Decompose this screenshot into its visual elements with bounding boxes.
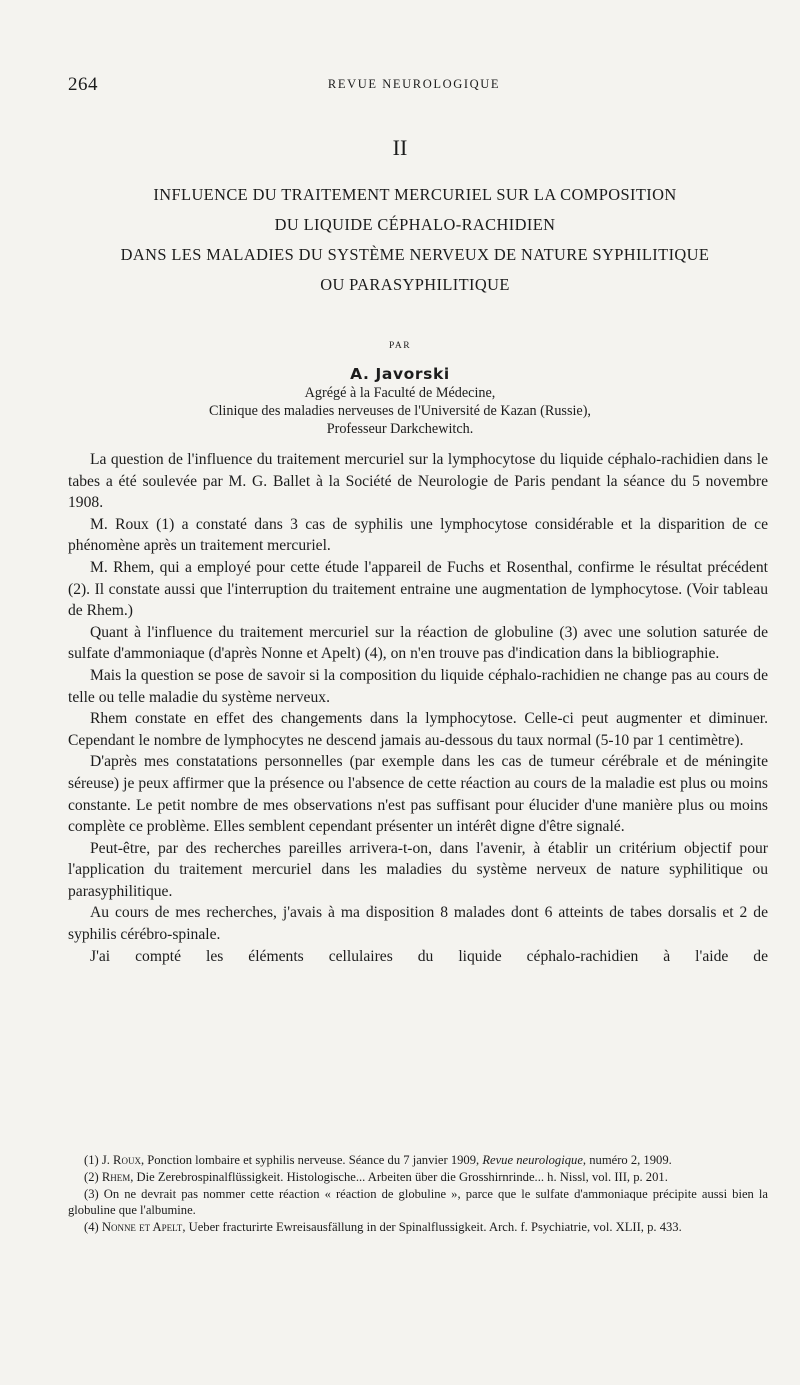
affiliation-line: Professeur Darkchewitch. xyxy=(326,421,474,437)
page-number: 264 xyxy=(68,74,98,95)
footnote-text: , Ponction lombaire et syphilis nerveuse. Séance du 7 janvier 1909, xyxy=(140,1153,483,1167)
footnote xyxy=(68,1219,768,1236)
title-line: INFLUENCE DU TRAITEMENT MERCURIEL SUR LA COMPOSITION xyxy=(153,185,677,204)
author-name: A. Javorski xyxy=(350,365,450,383)
paragraph: D'après mes constatations personnelles (par exemple dans les cas de tumeur cérébrale et de méningite séreuse) je peux affirmer que la présence ou l'absence de cette réaction au cours de la maladie est plus ou moins constante. Le petit nombre de mes observations n'est pas suffisant pour élucider d'une manière plus ou moins complète ce problème. Elles semblent cependant présenter un intérêt digne d'être signalé. xyxy=(68,753,768,836)
title-line: OU PARASYPHILITIQUE xyxy=(320,275,510,294)
footnote-author: Nonne et Apelt xyxy=(101,1220,183,1235)
paragraph: M. Roux (1) a constaté dans 3 cas de syphilis une lymphocytose considérable et la disparition de ce phénomène après un traitement mercuriel. xyxy=(68,515,768,555)
affiliation-line: Agrégé à la Faculté de Médecine, xyxy=(304,385,496,401)
paragraph: J'ai compté les éléments cellulaires du liquide céphalo-rachidien à l'aide de xyxy=(90,947,768,965)
footnote-marker: (4) xyxy=(84,1220,99,1235)
footnote-text: , Die Zerebrospinalflüssigkeit. Histologische... Arbeiten über die Grosshirnrinde... h. Nissl, vol. III, p. 201. xyxy=(130,1169,668,1184)
author-affiliation xyxy=(0,384,800,438)
footnote-source: Revue neurologique xyxy=(482,1153,583,1167)
footnote-text: On ne devrait pas nommer cette réaction « réaction de globuline », parce que le sulfate d'ammoniaque précipite aussi bien la globuline que l'albumine. xyxy=(68,1186,768,1218)
footnote-marker: (1) xyxy=(84,1153,99,1167)
paragraph: Quant à l'influence du traitement mercuriel sur la réaction de globuline (3) avec une solution saturée de sulfate d'ammoniaque (d'après Nonne et Apelt) (4), on n'en trouve pas d'indication dans la bibliographie. xyxy=(68,623,768,663)
footnotes xyxy=(68,1152,768,1236)
footnote-marker: (3) xyxy=(84,1186,99,1201)
paragraph: La question de l'influence du traitement mercuriel sur la lymphocytose du liquide céphalo-rachidien dans le tabes a été soulevée par M. G. Ballet à la Société de Neurologie de Paris pendant la séance du 5 novembre 1908. xyxy=(68,451,768,512)
paragraph: Mais la question se pose de savoir si la composition du liquide céphalo-rachidien ne change pas au cours de telle ou telle maladie du système nerveux. xyxy=(68,666,768,706)
footnote-author: J. Roux xyxy=(101,1153,141,1167)
footnote-tail: , numéro 2, 1909. xyxy=(582,1153,672,1167)
running-head xyxy=(68,74,760,98)
title-line: DU LIQUIDE CÉPHALO-RACHIDIEN xyxy=(274,215,556,234)
paragraph: Rhem constate en effet des changements dans la lymphocytose. Celle-ci peut augmenter et diminuer. Cependant le nombre de lymphocytes ne descend jamais au-dessous du taux normal (5-10 par 1 centimètre). xyxy=(68,710,768,749)
footnote-author: Rhem xyxy=(101,1169,131,1184)
article-title xyxy=(60,180,770,300)
by-label: PAR xyxy=(388,341,412,351)
paragraph: M. Rhem, qui a employé pour cette étude l'appareil de Fuchs et Rosenthal, confirme le résultat précédent (2). Il constate aussi que l'interruption du traitement entraine une augmentation de lymphocytose. (Voir tableau de Rhem.) xyxy=(68,558,768,620)
footnote xyxy=(68,1186,768,1220)
footnote xyxy=(68,1169,768,1186)
title-line: DANS LES MALADIES DU SYSTÈME NERVEUX DE NATURE SYPHILITIQUE xyxy=(120,245,710,264)
journal-title: REVUE NEUROLOGIQUE xyxy=(327,77,501,91)
footnote-text: , Ueber fracturirte Ewreisausfällung in der Spinalflussigkeit. Arch. f. Psychiatrie, vol. XLII, p. 433. xyxy=(182,1220,682,1235)
section-number: II xyxy=(392,135,408,160)
footnote xyxy=(68,1152,768,1169)
paragraph: Au cours de mes recherches, j'avais à ma disposition 8 malades dont 6 atteints de tabes dorsalis et 2 de syphilis cérébro-spinale. xyxy=(68,904,768,944)
footnote-marker: (2) xyxy=(84,1169,99,1184)
body-text xyxy=(68,449,768,967)
affiliation-line: Clinique des maladies nerveuses de l'Université de Kazan (Russie), xyxy=(209,403,591,419)
paragraph: Peut-être, par des recherches pareilles arrivera-t-on, dans l'avenir, à établir un critérium objectif pour l'application du traitement mercuriel dans les maladies du système nerveux de nature syphilitique ou parasyphilitique. xyxy=(68,839,768,900)
